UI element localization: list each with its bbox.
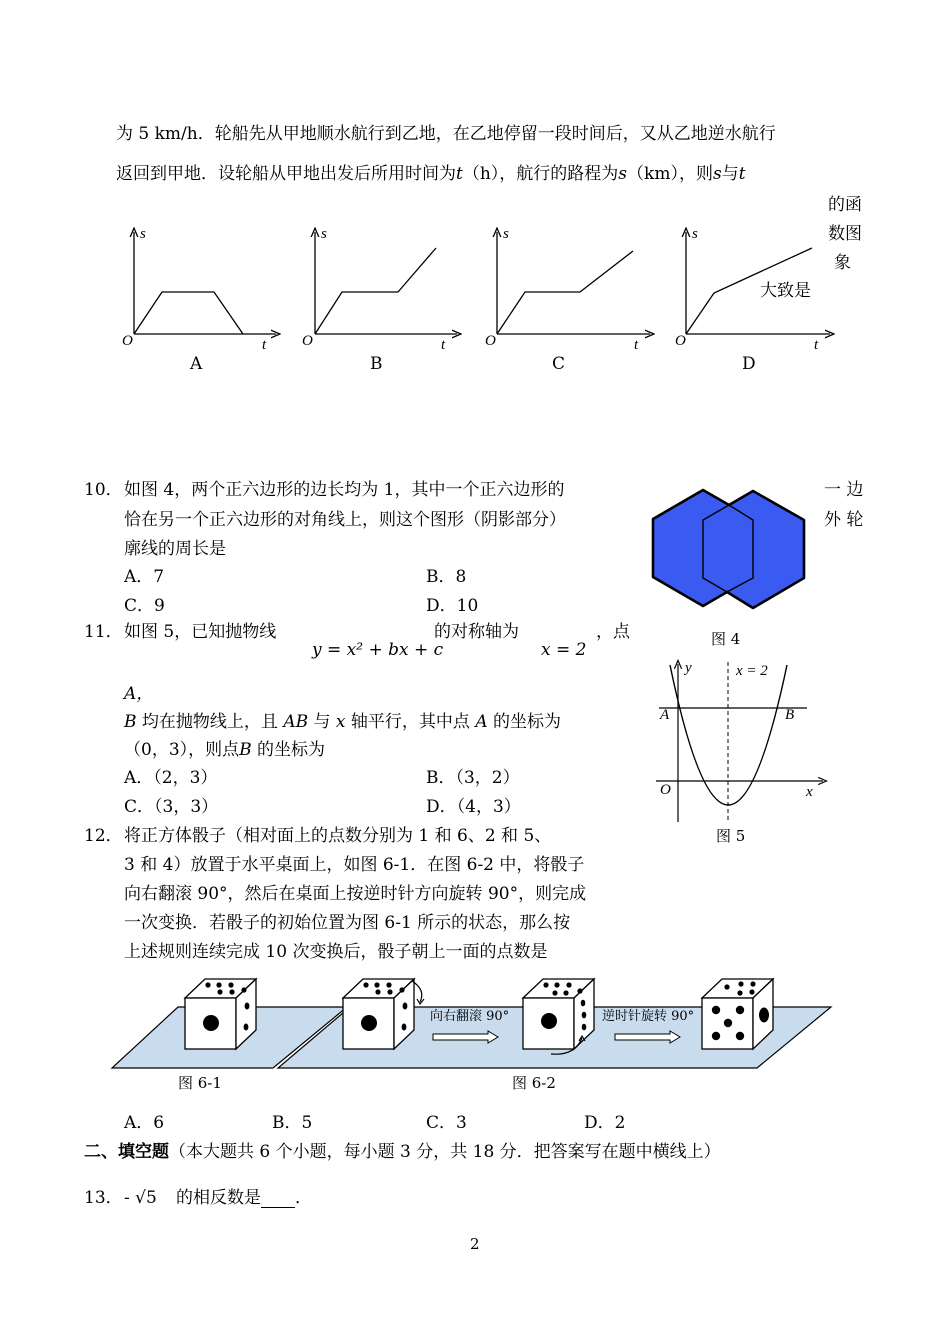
figure-5-point-b: B [785, 707, 795, 723]
q10-line1-tail: 一 边 [824, 480, 864, 500]
section-2-heading [84, 1142, 721, 1162]
q10-option-b: B．8 [426, 567, 467, 587]
q13-number: 13． [84, 1188, 123, 1208]
die-4 [702, 979, 773, 1049]
page-number: 2 [470, 1235, 480, 1253]
q11-equation: y = x² + bx + c [312, 640, 444, 660]
graph-c-t-label: t [634, 337, 639, 353]
figure-5-axis-label: x = 2 [736, 663, 768, 679]
q11-line4: （0，3），则点B 的坐标为 [124, 740, 326, 760]
graph-b-label: B [370, 354, 383, 374]
q11-text1: 如图 5，已知抛物线 [124, 622, 277, 642]
q10-line3: 廓线的周长是 [124, 539, 226, 559]
graph-d-origin: O [675, 333, 686, 349]
q12-line4: 一次变换．若骰子的初始位置为图 6-1 所示的状态，那么按 [124, 913, 571, 933]
q9-line2: 返回到甲地．设轮船从甲地出发后所用时间为t（h），航行的路程为s（km），则s与t [116, 164, 746, 184]
q10-option-c: C．9 [124, 596, 165, 616]
figure-5-y-label: y [685, 660, 692, 676]
q13-answer-blank[interactable] [261, 1191, 295, 1208]
graph-a-origin: O [122, 333, 133, 349]
graph-c-origin: O [485, 333, 496, 349]
q11-axis-equation: x = 2 [541, 640, 587, 660]
q10-option-a: A．7 [124, 567, 165, 587]
step-1-label: 向右翻滚 90° [430, 1009, 510, 1024]
q11-number: 11． [84, 622, 123, 642]
figure-4-caption: 图 4 [711, 630, 741, 648]
q12-option-d: D．2 [584, 1113, 626, 1133]
q11-line2: A， [124, 684, 154, 704]
q12-option-b: B．5 [272, 1113, 313, 1133]
q10-option-d: D．10 [426, 596, 479, 616]
graph-d-label: D [742, 354, 756, 374]
q11-option-b: B．（3，2） [426, 768, 520, 788]
q12-line3: 向右翻滚 90°，然后在桌面上按逆时针方向旋转 90°，则完成 [124, 884, 587, 904]
q12-option-c: C．3 [426, 1113, 467, 1133]
die-1 [185, 979, 256, 1049]
graph-b-t-label: t [441, 337, 446, 353]
q9-side-4: 大致是 [760, 281, 811, 301]
q9-side-2: 数图 [828, 224, 862, 244]
q11-text2: 的对称轴为 [434, 622, 519, 642]
q11-option-a: A．（2，3） [124, 768, 218, 788]
q11-option-c: C．（3，3） [124, 797, 219, 817]
figure-6-2-caption: 图 6-2 [512, 1074, 556, 1092]
graph-b-origin: O [302, 333, 313, 349]
graph-a-s-label: s [140, 226, 146, 242]
q13-line: 的相反数是 ． [176, 1188, 312, 1208]
q9-side-3: 象 [834, 253, 851, 273]
q12-line2: 3 和 4）放置于水平桌面上，如图 6-1．在图 6-2 中，将骰子 [124, 855, 585, 875]
q10-line1: 如图 4，两个正六边形的边长均为 1，其中一个正六边形的 [124, 480, 565, 500]
graph-c-s-label: s [503, 226, 509, 242]
graph-a-label: A [190, 354, 203, 374]
figure-5-caption: 图 5 [716, 827, 746, 845]
step-2-label: 逆时针旋转 90° [602, 1009, 695, 1024]
graph-a-t-label: t [262, 337, 267, 353]
graph-c-label: C [552, 354, 566, 374]
q9-side-1: 的函 [828, 195, 862, 215]
figure-5-point-a: A [660, 707, 670, 723]
q10-line2-tail: 外 轮 [824, 510, 864, 530]
section-2-desc: （本大题共 6 个小题，每小题 3 分，共 18 分．把答案写在题中横线上） [169, 1142, 721, 1162]
q12-line1: 将正方体骰子（相对面上的点数分别为 1 和 6、2 和 5、 [124, 826, 552, 846]
q10-number: 10． [84, 480, 123, 500]
section-2-title: 二、填空题 [84, 1142, 169, 1162]
q10-line2: 恰在另一个正六边形的对角线上，则这个图形（阴影部分） [124, 510, 566, 530]
q13-expression: - √5 [124, 1188, 157, 1208]
graph-d-t-label: t [814, 337, 819, 353]
figure-6-1-caption: 图 6-1 [178, 1074, 222, 1092]
q11-line3: B 均在抛物线上，且 AB 与 x 轴平行，其中点 A 的坐标为 [124, 712, 561, 732]
q12-line5: 上述规则连续完成 10 次变换后，骰子朝上一面的点数是 [124, 942, 548, 962]
q12-number: 12． [84, 826, 123, 846]
graph-b-s-label: s [321, 226, 327, 242]
q11-option-d: D．（4，3） [426, 797, 521, 817]
q11-text3: ，点 [596, 622, 630, 642]
graph-d-s-label: s [692, 226, 698, 242]
figure-5-x-label: x [806, 784, 813, 800]
q12-option-a: A．6 [124, 1113, 165, 1133]
figure-5-origin: O [660, 782, 671, 798]
q9-line1: 为 5 km/h．轮船先从甲地顺水航行到乙地，在乙地停留一段时间后，又从乙地逆水航行 [116, 124, 776, 144]
